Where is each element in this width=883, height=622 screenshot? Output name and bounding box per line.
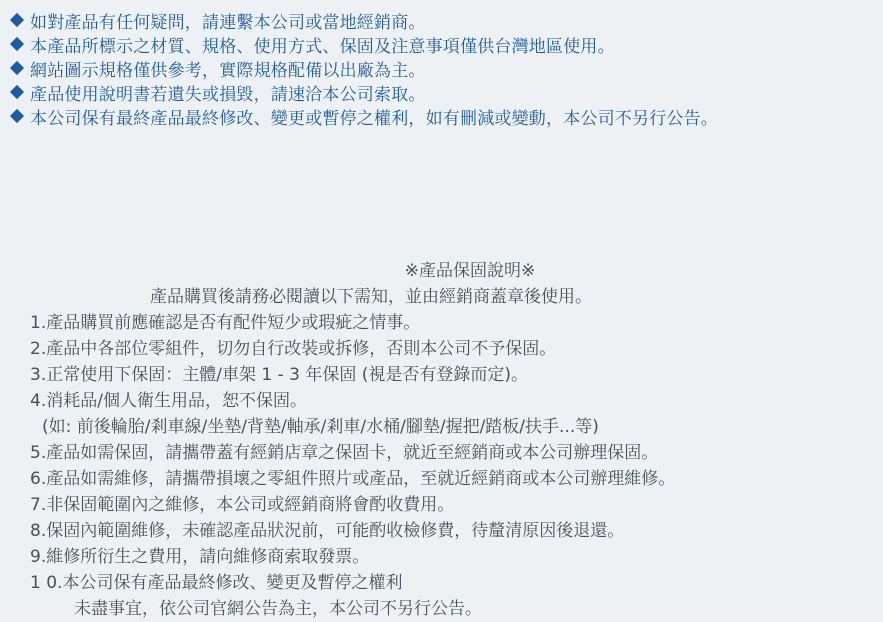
warranty-item: 1 0.本公司保有產品最終修改、變更及暫停之權利 [30,573,403,593]
warranty-item: 7.非保固範圍內之維修，本公司或經銷商將會酌收費用。 [30,495,455,515]
notice-item [6,80,881,104]
warranty-item-note: (如: 前後輪胎/剎車線/坐墊/背墊/軸承/剎車/水桶/腳墊/握把/踏板/扶手...等) [42,417,599,437]
warranty-closing: 未盡事宜，依公司官網公告為主，本公司不另行公告。 [74,599,482,619]
notice-list [6,8,881,128]
warranty-item: 9.維修所衍生之費用，請向維修商索取發票。 [30,547,370,567]
warranty-item: 5.產品如需保固，請攜帶蓋有經銷店章之保固卡，就近至經銷商或本公司辦理保固。 [30,443,659,463]
diamond-bullet-icon [10,85,24,99]
notice-text: 網站圖示規格僅供參考，實際規格配備以出廠為主。 [30,60,426,81]
warranty-item: 1.產品購買前應確認是否有配件短少或瑕疵之情事。 [30,313,421,333]
warranty-title: ※產品保固說明※ [404,261,536,281]
warranty-item: 2.產品中各部位零組件，切勿自行改裝或拆修，否則本公司不予保固。 [30,339,557,359]
warranty-item: 6.產品如需維修，請攜帶損壞之零組件照片或產品，至就近經銷商或本公司辦理維修。 [30,469,676,489]
warranty-subtitle: 產品購買後請務必閱讀以下需知，並由經銷商蓋章後使用。 [150,287,592,307]
diamond-bullet-icon [10,13,24,27]
warranty-item: 3.正常使用下保固：主體/車架 1 - 3 年保固 (視是否有登錄而定)。 [30,365,528,385]
notice-item [6,104,881,128]
diamond-bullet-icon [10,109,24,123]
notice-text: 本公司保有最終產品最終修改、變更或暫停之權利，如有刪減或變動，本公司不另行公告。 [30,108,718,129]
warranty-item: 4.消耗品/個人衛生用品，恕不保固。 [30,391,307,411]
notice-item [6,56,881,80]
notice-text: 如對產品有任何疑問，請連繫本公司或當地經銷商。 [30,12,426,33]
warranty-item: 8.保固內範圍維修，未確認產品狀況前，可能酌收檢修費，待釐清原因後退還。 [30,521,625,541]
warranty-section [30,258,870,622]
notice-text: 產品使用說明書若遺失或損毀，請速洽本公司索取。 [30,84,426,105]
diamond-bullet-icon [10,61,24,75]
notice-item [6,32,881,56]
notice-text: 本產品所標示之材質、規格、使用方式、保固及注意事項僅供台灣地區使用。 [30,36,615,57]
notice-item [6,8,881,32]
diamond-bullet-icon [10,37,24,51]
